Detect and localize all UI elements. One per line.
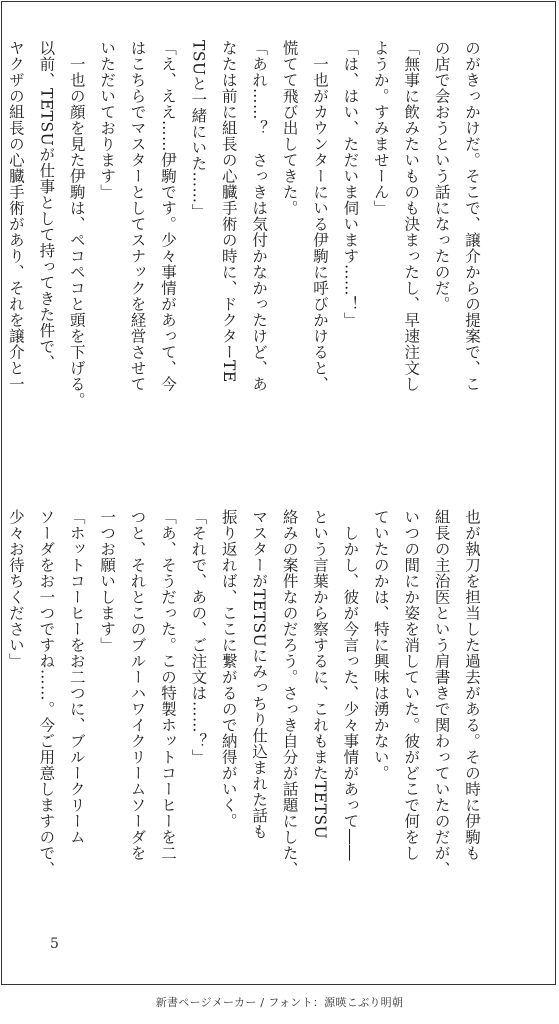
- text-line: はこちらでマスターとしてスナックを経営させて: [128, 40, 147, 392]
- text-line: なたは前に組長の心臓手術の時に、ドクターTE: [219, 40, 238, 383]
- text-line: いただいております」: [98, 40, 117, 200]
- text-line: 也が執刀を担当した過去がある。その時に伊駒も: [463, 509, 481, 861]
- text-line: つと、それとこのブルーハワイクリームソーダを: [128, 509, 147, 861]
- text-block-bottom: [1, 509, 488, 929]
- footer-credit: 新書ページメーカー / フォント：源暎こぶり明朝: [155, 996, 404, 1009]
- text-line: しかし、彼が今言った、少々事情があって――: [341, 509, 360, 861]
- text-block-top: [1, 40, 488, 462]
- text-line: ていたのかは、特に興味は湧かない。: [371, 509, 390, 781]
- text-line: 組長の主治医という肩書きで関わっていたのだが、: [432, 509, 451, 877]
- text-line: 一也の顔を見た伊駒は、ペコペコと頭を下げる。: [67, 40, 86, 408]
- text-line: ようか。すみませーん」: [371, 40, 390, 216]
- text-line: 「ホットコーヒーをお二つに、ブルークリーム: [67, 509, 86, 845]
- text-line: ソーダをお一つですね……。今ご用意しますので、: [37, 509, 56, 877]
- text-line: 少々お待ちください」: [6, 509, 25, 669]
- page-frame: [1, 1, 556, 985]
- text-line: 振り返れば、ここに繋がるので納得がいく。: [219, 509, 238, 829]
- text-line: 「それで、あの、ご注文は……？」: [189, 509, 208, 765]
- text-line: のがきっかけだ。そこで、譲介からの提案で、こ: [463, 40, 481, 392]
- text-line: 一也がカウンターにいる伊駒に呼びかけると、: [310, 40, 329, 392]
- text-line: 「無事に飲みたいものも決まったし、早速注文し: [402, 40, 421, 392]
- text-line: の店で会おうという話になったのだ。: [432, 40, 451, 312]
- text-line: いつの間にか姿を消していた。彼がどこで何をし: [402, 509, 421, 861]
- text-line: という言葉から察するに、これもまたTETSU: [310, 509, 329, 840]
- text-line: 慌てて飛び出してきた。: [280, 40, 299, 216]
- text-line: 「え、ええ……伊駒です。少々事情があって、今: [158, 40, 177, 392]
- text-line: マスターがTETSUにみっちり仕込まれた話も: [250, 509, 269, 840]
- text-line: 絡みの案件なのだろう。さっき自分が話題にした、: [280, 509, 299, 877]
- text-line: 「あれ……？ さっきは気付かなかったけど、あ: [250, 40, 269, 392]
- text-line: 「は、はい、ただいま伺います……！」: [341, 40, 360, 328]
- text-line: TSUと一緒にいた……」: [189, 40, 208, 220]
- text-line: 一つお願いします」: [98, 509, 117, 653]
- text-line: 以前、TETSUが仕事として持ってきた件で、: [37, 40, 56, 371]
- text-line: 「あ、そうだった。この特製ホットコーヒーを二: [158, 509, 177, 861]
- page-number: 5: [50, 936, 59, 952]
- text-line: ヤクザの組長の心臓手術があり、それを譲介と一: [6, 40, 25, 392]
